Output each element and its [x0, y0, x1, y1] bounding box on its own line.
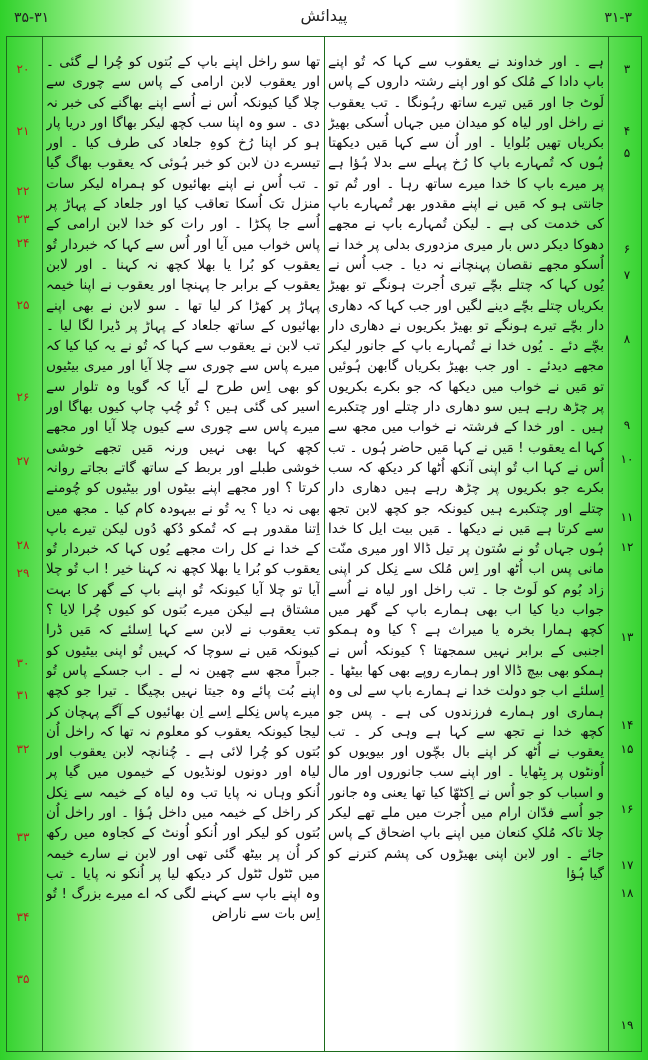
verse-number: ۳۲ [16, 742, 30, 756]
left-column-text: تھا سو راخل اپنے باپ کے بُتوں کو چُرا لے گئی ۔ اور یعقوب لابن ارامی کے پاس سے چوری سے چلا گیا کیونکہ اُس نے اُسے اپنے بھاگنے کی خبر نہ دی ۔ سو وہ اپنا سب کچھ لیکر بھاگا اور دریا پار ہو کر اپنا رُخ کوہِ جلعاد کی طرف کیا ۔ اور تیسرے دن لابن کو خبر ہُوئی کہ یعقوب بھاگ گیا ۔ تب اُس نے اپنے بھائیوں کو ہمراہ لیکر سات منزل تک اُسکا تعاقب کیا اور جلعاد کے پہاڑ پر اُسے جا پکڑا ۔ اور رات کو خدا لابن ارامی کے پاس خواب میں آیا اور اُس سے کہا کہ خبردار تُو یعقوب کو بُرا یا بھلا کچھ نہ کہنا ۔ اور لابن یعقوب کے برابر جا پہنچا اور یعقوب نے اپنا خیمہ پہاڑ پر کھڑا کر لیا تھا ۔ سو لابن نے بھی اپنے بھائیوں کے ساتھ جلعاد کے پہاڑ پر ڈیرا لگا لیا ۔ تب لابن نے یعقوب سے کہا کہ تُو نے یہ کیا کیا کہ میرے پاس سے چوری سے چلا آیا اور میری بیٹیوں کو بھی اِس طرح لے آیا کہ گویا وہ تلوار سے اسیر کی گئی ہیں ؟ تُو چُپ چاپ کیوں بھاگا اور میرے پاس سے چوری سے کیوں چلا آیا اور مجھے کچھ کہا بھی نہیں ورنہ مَیں تجھے خوشی خوشی طبلے اور بربط کے ساتھ گاتے بجاتے روانہ کرتا ؟ اور مجھے اپنے بیٹوں اور بیٹیوں کو چُومنے بھی نہ دیا ؟ یہ تُو نے بیہودہ کام کیا ۔ مجھ میں اِتنا مقدور ہے کہ تُمکو دُکھ دُوں لیکن تیرے باپ کے خدا نے کل رات مجھے یُوں کہا کہ خبردار تُو یعقوب کو بُرا یا بھلا کچھ نہ کہنا خیر ! اب تُو چلا آیا تو چلا آیا کیونکہ تُو اپنے باپ کے گھر کا بہت مشتاق ہے لیکن میرے بُتوں کو کیوں چُرا لایا ؟ تب یعقوب نے لابن سے کہا اِسلئے کہ مَیں ڈرا کیونکہ مَیں نے سوچا کہ کہیں تُو اپنی بیٹیوں کو جبراً مجھ سے چھین نہ لے ۔ اب جسکے پاس تُو اپنے بُت پائے وہ جیتا نہیں بچیگا ۔ تیرا جو کچھ میرے پاس نِکلے اِسے اِن بھائیوں کے آگے پہچان کر لیجا کیونکہ یعقوب کو معلوم نہ تھا کہ راخل اُن بُتوں کو چُرا لائی ہے ۔ چُنانچہ لابن یعقوب اور لیاہ اور دونوں لونڈیوں کے خیموں میں گیا پر اُنکو وہاں نہ پایا تب وہ لیاہ کے خیمہ سے نِکل کر راخل کے خیمہ میں داخل ہُؤا ۔ اور راخل اُن بُتوں کو لیکر اور اُنکو اُونٹ کے کجاوہ میں رکھ کر اُن پر بیٹھ گئی تھی اور لابن نے سارے خیمہ میں ٹٹول ٹٹول کر دیکھ لیا پر اُنکو نہ پایا ۔ تب وہ اپنے باپ سے کہنے لگی کہ اے میرے بزرگ ! تُو اِس بات سے ناراض [46, 54, 320, 923]
right-column-text: ہے ۔ اور خداوند نے یعقوب سے کہا کہ تُو اپنے باپ دادا کے مُلک کو اور اپنے رشتہ داروں کے پاس لَوٹ جا اور مَیں تیرے ساتھ رہُونگا ۔ تب یعقوب نے راخل اور لیاہ کو میدان میں جہاں اُسکی بھیڑ بکریاں تھیں بُلوایا ۔ اور اُن سے کہا مَیں دیکھتا ہُوں کہ تُمہارے باپ کا رُخ پہلے سے بدلا ہُؤا ہے پر میرے باپ کا خدا میرے ساتھ رہا ۔ اور تُم تو جانتی ہو کہ مَیں نے اپنے مقدور بھر تُمہارے باپ کی خدمت کی ہے ۔ لیکن تُمہارے باپ نے مجھے دھوکا دیکر دس بار میری مزدوری بدلی پر خدا نے اُسکو مجھے نقصان پہنچانے نہ دیا ۔ جب اُس نے یُوں کہا کہ چتلے بچّے تیری اُجرت ہونگے تو بھیڑ بکریاں چتلے بچّے دینے لگیں اور جب کہا کہ دھاری دار بچّے تیرے ہونگے تو بھیڑ بکریوں نے دھاری دار بچّے دئے ۔ یُوں خدا نے تُمہارے باپ کے جانور لیکر مجھے دیدئے ۔ اور جب بھیڑ بکریاں گابھن ہُوئیں تو مَیں نے خواب میں دیکھا کہ جو بکرے بکریوں پر چڑھ رہے ہیں سو دھاری دار چتلے اور چتکبرے ہیں ۔ اور خدا کے فرشتہ نے خواب میں مجھ سے کہا اے یعقوب ! مَیں نے کہا مَیں حاضر ہُوں ۔ تب اُس نے کہا اب تُو اپنی آنکھ اُٹھا کر دیکھ کہ سب بکرے جو بکریوں پر چڑھ رہے ہیں دھاری دار چتلے اور چتکبرے ہیں کیونکہ جو کچھ لابن تجھ سے کرتا ہے مَیں نے دیکھا ۔ مَیں بیت ایل کا خدا ہُوں جہاں تُو نے سُتون پر تیل ڈالا اور میری منّت مانی پس اب اُٹھ اور اِس مُلک سے نِکل کر اپنی زاد بُوم کو لَوٹ جا ۔ تب راخل اور لیاہ نے اُسے جواب دیا کیا اب بھی ہمارے باپ کے گھر میں کچھ ہمارا بخرہ یا میراث ہے ؟ کیا وہ ہمکو اجنبی کے برابر نہیں سمجھتا ؟ کیونکہ اُس نے ہمکو بھی بیچ ڈالا اور ہمارے روپے بھی کھا بیٹھا ۔ اِسلئے اب جو دولت خدا نے ہمارے باپ سے لی وہ ہماری اور ہمارے فرزندوں کی ہے ۔ پس جو کچھ خدا نے تجھ سے کہا ہے وہی کر ۔ تب یعقوب نے اُٹھ کر اپنے بال بچّوں اور بیویوں کو اُونٹوں پر بِٹھایا ۔ اور اپنے سب جانوروں اور مال و اسباب کو جو اُس نے اِکٹھّا کیا تھا یعنی وہ جانور جو اُسے فدّان ارام میں اُجرت میں ملے تھے لیکر چلا تاکہ مُلکِ کنعان میں اپنے باپ اضحاق کے پاس جائے ۔ اور لابن اپنی بھیڑوں کی پشم کترنے کو گیا ہُؤا [328, 54, 604, 882]
header-chapter-range-left: ۳۵-۳۱ [14, 10, 50, 26]
verse-number: ۲۱ [16, 124, 30, 138]
right-margin-rule-left [42, 36, 43, 1052]
verse-number: ۲۵ [16, 298, 30, 312]
verse-number: ۲۳ [16, 212, 30, 226]
verse-number: ۴ [623, 124, 631, 138]
header-chapter-range-right: ۳۱-۳ [604, 10, 632, 26]
verse-number: ۲۹ [16, 566, 30, 580]
verse-number: ۱۹ [620, 1018, 634, 1032]
verse-number: ۱۰ [620, 452, 634, 466]
verse-number: ۳۵ [16, 972, 30, 986]
verse-number: ۱۲ [620, 540, 634, 554]
verse-number: ۱۷ [620, 858, 634, 872]
verse-number: ۶ [623, 242, 631, 256]
verse-number: ۲۴ [16, 236, 30, 250]
verse-number: ۲۲ [16, 184, 30, 198]
verse-number: ۱۴ [620, 718, 634, 732]
verse-number: ۱۶ [620, 802, 634, 816]
verse-number: ۳۴ [16, 910, 30, 924]
right-margin-rule [608, 36, 609, 1052]
column-divider [324, 36, 325, 1052]
verse-number: ۲۶ [16, 390, 30, 404]
verse-number: ۱۵ [620, 742, 634, 756]
verse-number: ۹ [623, 418, 631, 432]
verse-number: ۳۱ [16, 688, 30, 702]
verse-number: ۲۸ [16, 538, 30, 552]
verse-number: ۷ [623, 268, 631, 282]
verse-number: ۳۳ [16, 830, 30, 844]
verse-number: ۵ [623, 146, 631, 160]
page-header [0, 0, 648, 36]
verse-number: ۸ [623, 332, 631, 346]
verse-number: ۲۰ [16, 62, 30, 76]
verse-number: ۳ [623, 62, 631, 76]
verse-number: ۳۰ [16, 656, 30, 670]
verse-number: ۱۸ [620, 886, 634, 900]
verse-number: ۱۱ [620, 510, 634, 524]
verse-number: ۲۷ [16, 454, 30, 468]
left-text-column [46, 52, 320, 1042]
right-text-column [328, 52, 604, 1042]
book-title: پیدائش [300, 6, 348, 25]
verse-number: ۱۳ [620, 630, 634, 644]
